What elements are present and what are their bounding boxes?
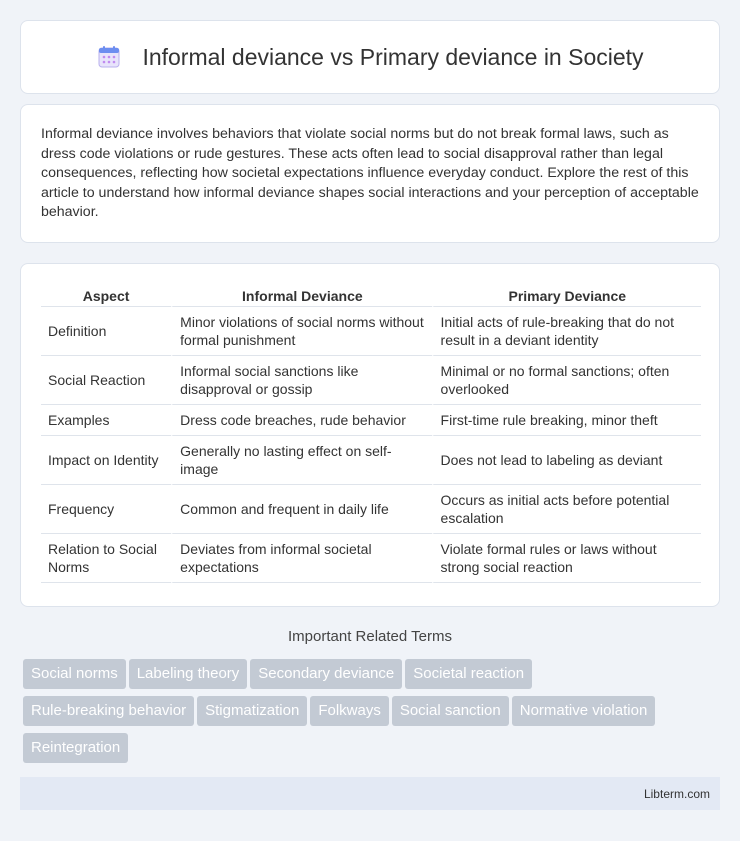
table-cell: Minimal or no formal sanctions; often overlooked xyxy=(432,356,701,405)
table-cell: Definition xyxy=(41,307,171,356)
table-cell: Deviates from informal societal expectations xyxy=(171,534,431,583)
table-cell: Frequency xyxy=(41,485,171,534)
table-cell: Does not lead to labeling as deviant xyxy=(432,436,701,485)
related-term-tag[interactable]: Reintegration xyxy=(23,733,128,763)
title-card xyxy=(20,20,720,94)
table-cell: Violate formal rules or laws without strong social reaction xyxy=(432,534,701,583)
table-cell: Dress code breaches, rude behavior xyxy=(171,405,431,436)
table-cell: Occurs as initial acts before potential escalation xyxy=(432,485,701,534)
related-term-tag[interactable]: Rule-breaking behavior xyxy=(23,696,194,726)
related-terms-list xyxy=(23,659,723,770)
footer xyxy=(20,777,720,810)
calendar-icon xyxy=(96,44,122,70)
column-header-aspect: Aspect xyxy=(41,282,171,307)
table-cell: Social Reaction xyxy=(41,356,171,405)
related-term-tag[interactable]: Folkways xyxy=(310,696,389,726)
related-term-tag[interactable]: Stigmatization xyxy=(197,696,307,726)
related-term-tag[interactable]: Social norms xyxy=(23,659,126,689)
table-cell: First-time rule breaking, minor theft xyxy=(432,405,701,436)
table-header-row xyxy=(41,282,701,307)
related-term-tag[interactable]: Secondary deviance xyxy=(250,659,402,689)
table-cell: Initial acts of rule-breaking that do not result in a deviant identity xyxy=(432,307,701,356)
comparison-card xyxy=(20,263,720,607)
comparison-table xyxy=(41,282,701,583)
column-header-informal: Informal Deviance xyxy=(171,282,431,307)
table-cell: Examples xyxy=(41,405,171,436)
related-term-tag[interactable]: Societal reaction xyxy=(405,659,532,689)
table-row xyxy=(41,485,701,534)
table-cell: Minor violations of social norms without formal punishment xyxy=(171,307,431,356)
table-row xyxy=(41,356,701,405)
related-terms-heading: Important Related Terms xyxy=(288,628,452,645)
column-header-primary: Primary Deviance xyxy=(432,282,701,307)
page-title: Informal deviance vs Primary deviance in Society xyxy=(142,43,644,70)
table-row xyxy=(41,405,701,436)
related-term-tag[interactable]: Labeling theory xyxy=(129,659,248,689)
table-cell: Impact on Identity xyxy=(41,436,171,485)
related-term-tag[interactable]: Social sanction xyxy=(392,696,509,726)
table-cell: Generally no lasting effect on self-image xyxy=(171,436,431,485)
table-row xyxy=(41,436,701,485)
table-row xyxy=(41,534,701,583)
intro-text: Informal deviance involves behaviors that violate social norms but do not break formal laws, such as dress code violations or rude gestures. These acts often lead to social disapproval rather than legal consequences, reflecting how societal expectations influence everyday conduct. Explore the rest of this article to understand how informal deviance shapes social interactions and your perception of acceptable behavior. xyxy=(41,126,699,221)
table-cell: Relation to Social Norms xyxy=(41,534,171,583)
table-cell: Common and frequent in daily life xyxy=(171,485,431,534)
table-row xyxy=(41,307,701,356)
table-cell: Informal social sanctions like disapproval or gossip xyxy=(171,356,431,405)
intro-card xyxy=(20,104,720,243)
footer-site-link[interactable]: Libterm.com xyxy=(643,787,710,801)
related-term-tag[interactable]: Normative violation xyxy=(512,696,656,726)
